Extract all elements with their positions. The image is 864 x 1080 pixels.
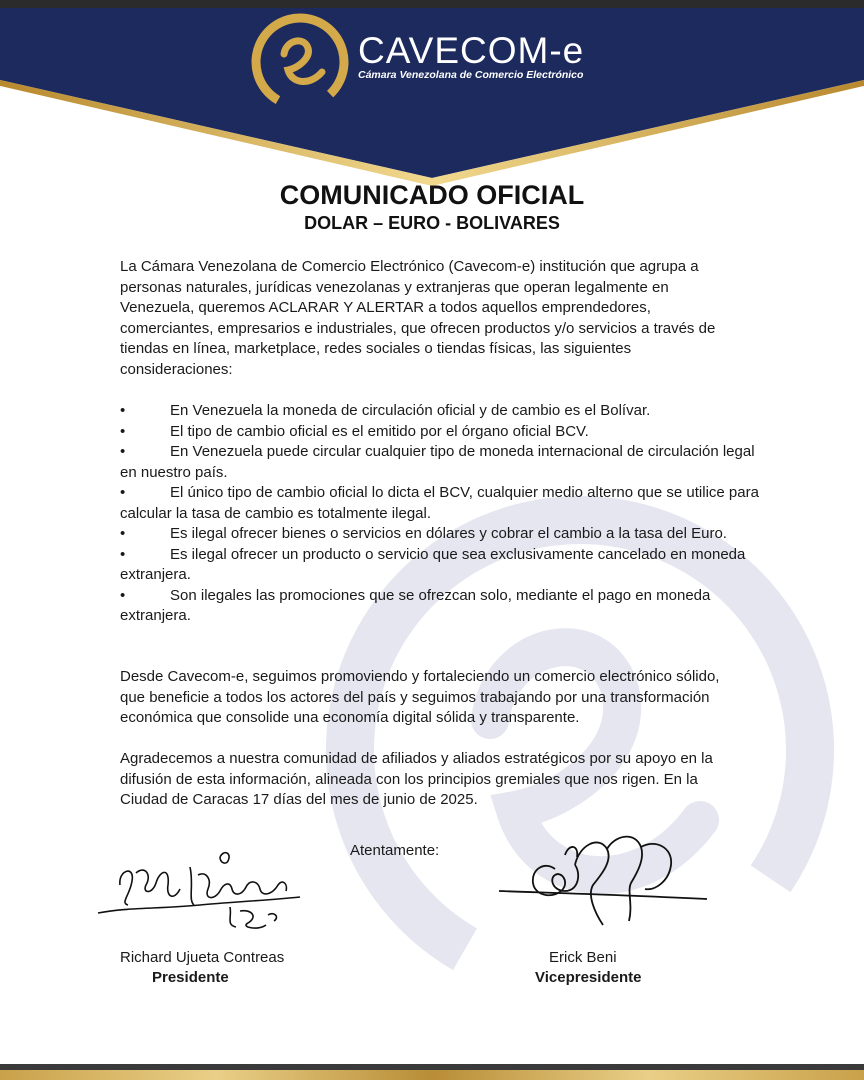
- closing-paragraph-1: [120, 667, 760, 729]
- list-item-text: El tipo de cambio oficial es el emitido por el órgano oficial BCV.: [170, 422, 589, 440]
- list-item: [120, 545, 760, 586]
- signature-left: [90, 845, 310, 935]
- bullet-dot: •: [120, 586, 126, 604]
- list-item: [120, 401, 760, 422]
- intro-line: Venezuela, queremos ACLARAR Y ALERTAR a todos aquellos emprendedores,: [120, 299, 651, 316]
- intro-line: personas naturales, jurídicas venezolanas y extranjeras que operan legalmente en: [120, 278, 669, 296]
- closing-line: difusión de esta información, alineada con los principios gremiales que nos rigen. En la: [120, 770, 698, 788]
- list-item: [120, 586, 760, 627]
- closing-line: económica que consolide una economía digital sólida y transparente.: [120, 709, 580, 726]
- signatory-right-role: Vicepresidente: [535, 969, 642, 986]
- document-title: COMUNICADO OFICIAL: [279, 180, 585, 210]
- list-item-text: Es ilegal ofrecer un producto o servicio que sea exclusivamente cancelado en moneda extranjera.: [120, 545, 746, 583]
- list-item-text: Son ilegales las promociones que se ofrezcan solo, mediante el pago en moneda extranjera.: [120, 586, 711, 624]
- list-item-text: En Venezuela puede circular cualquier tipo de moneda internacional de circulación legal en nuestro país.: [120, 443, 755, 481]
- intro-paragraph: [120, 257, 760, 380]
- signatory-right-name: Erick Beni: [549, 949, 617, 966]
- closing-line: Agradecemos a nuestra comunidad de afiliados y aliados estratégicos por su apoyo en la: [120, 750, 713, 767]
- closing-line: que beneficie a todos los actores del país y seguimos trabajando por una transformación: [120, 688, 710, 706]
- closing-paragraph-2: [120, 749, 760, 811]
- intro-line: comerciantes, empresarios e industriales, que ofrecen productos y/o servicios a través de: [120, 319, 716, 337]
- logo-emblem: [248, 10, 352, 114]
- header-banner: [0, 0, 864, 190]
- bullet-dot: •: [120, 402, 126, 419]
- closing-line: Ciudad de Caracas 17 días del mes de junio de 2025.: [120, 791, 478, 808]
- bullet-dot: •: [120, 545, 126, 563]
- footer-gold-band: [0, 1070, 864, 1080]
- considerations-list: [120, 401, 760, 627]
- bullet-dot: •: [120, 484, 126, 501]
- signatory-left-role: Presidente: [152, 969, 229, 986]
- list-item-text: En Venezuela la moneda de circulación oficial y de cambio es el Bolívar.: [170, 402, 651, 419]
- signature-right: [495, 825, 710, 935]
- list-item: [120, 422, 760, 443]
- logo-tagline: Cámara Venezolana de Comercio Electrónico: [358, 69, 584, 81]
- list-item: [120, 524, 760, 545]
- list-item-text: Es ilegal ofrecer bienes o servicios en dólares y cobrar el cambio a la tasa del Euro.: [170, 525, 727, 542]
- bullet-dot: •: [120, 443, 126, 460]
- intro-line: consideraciones:: [120, 360, 233, 378]
- document-subtitle: DOLAR – EURO - BOLIVARES: [304, 213, 560, 233]
- list-item-text: El único tipo de cambio oficial lo dicta el BCV, cualquier medio alterno que se utilice para calcular la tasa de cambio es totalmente ilegal.: [120, 484, 759, 522]
- bullet-dot: •: [120, 525, 126, 542]
- list-item: [120, 483, 760, 524]
- intro-line: tiendas en línea, marketplace, redes sociales o tiendas físicas, las siguientes: [120, 340, 632, 357]
- closing-line: Desde Cavecom-e, seguimos promoviendo y fortaleciendo un comercio electrónico sólido,: [120, 668, 720, 685]
- intro-line: La Cámara Venezolana de Comercio Electrónico (Cavecom-e) institución que agrupa a: [120, 258, 699, 275]
- bullet-dot: •: [120, 422, 126, 440]
- list-item: [120, 442, 760, 483]
- signatory-left-name: Richard Ujueta Contreas: [120, 949, 285, 966]
- sign-off: Atentamente:: [350, 842, 440, 859]
- logo-name: CAVECOM-e: [358, 30, 585, 71]
